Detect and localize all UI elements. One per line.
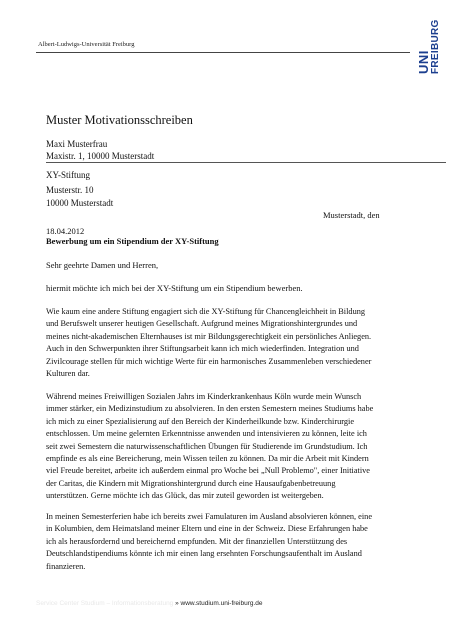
paragraph-line: meines nicht-akademischen Elternhauses ist mir Bildungsgerechtigkeit ein persönliches Anliegen. xyxy=(46,331,372,341)
sender-name: Maxi Musterfrau xyxy=(46,139,108,149)
body-paragraph-2 xyxy=(46,391,436,503)
body-paragraph-3 xyxy=(46,511,436,573)
paragraph-line: seit zwei Semestern die naturwissenschaftlichen Übungen für Studierende im Grundstudium. Ich xyxy=(46,441,368,451)
document-title: Muster Motivationsschreiben xyxy=(46,113,193,127)
header-divider xyxy=(36,52,410,53)
paragraph-line: Während meines Freiwilligen Sozialen Jahrs im Kinderkrankenhaus Köln wurde mein Wunsch xyxy=(46,392,362,401)
sender-address: Maxistr. 1, 10000 Musterstadt xyxy=(46,151,155,161)
letter-date: 18.04.2012 xyxy=(46,226,85,236)
paragraph-line: der Caritas, die Kindern mit Migrationshintergrund durch eine Hausaufgabenbetreuung xyxy=(46,478,336,488)
footer-service-center: Service Center Studium – Informationsberatung xyxy=(36,600,174,607)
intro-sentence: hiermit möchte ich mich bei der XY-Stiftung um ein Stipendium bewerben. xyxy=(46,283,303,293)
sender-divider xyxy=(46,162,446,163)
paragraph-line: in Kolumbien, dem Heimatsland meiner Eltern und eine in der Schweiz. Diese Erfahrungen habe xyxy=(46,524,368,534)
place-line: Musterstadt, den xyxy=(323,210,380,220)
logo-uni-text: UNI xyxy=(416,50,431,74)
paragraph-line: finanzieren. xyxy=(46,561,86,571)
paragraph-line: ich als herausfordernd und bereichernd empfunden. Mit der finanziellen Unterstützung des xyxy=(46,536,348,546)
footer xyxy=(36,600,263,607)
paragraph-line: Wie kaum eine andere Stiftung engagiert sich die XY-Stiftung für Chancengleichheit in Bildung xyxy=(46,307,366,316)
university-name: Albert-Ludwigs-Universität Freiburg xyxy=(38,41,135,48)
paragraph-line: empfinde es als eine Bereicherung, mein Wissen teilen zu können. Da mir die Arbeit mit Kindern xyxy=(46,454,369,464)
paragraph-line: ich mich zu einer Spezialisierung auf den Bereich der Kinderheilkunde bzw. Kinderchirurgie xyxy=(46,416,355,426)
paragraph-line: immer stärker, ein Medizinstudium zu absolvieren. In den ersten Semestern meines Studiums habe xyxy=(46,404,374,414)
recipient-line: XY-Stiftung xyxy=(46,170,91,180)
recipient-line: 10000 Musterstadt xyxy=(46,198,114,208)
recipient-line: Musterstr. 10 xyxy=(46,185,94,195)
paragraph-line: unterstützen. Gerne möchte ich das Glück, das mir zuteil geworden ist weitergeben. xyxy=(46,491,324,501)
paragraph-line: Deutschlandstipendiums könnte ich mir einen lang ersehnten Forschungsaufenthalt im Ausland xyxy=(46,549,362,559)
paragraph-line: In meinen Semesterferien habe ich bereits zwei Famulaturen im Ausland absolvieren können, eine xyxy=(46,512,373,521)
paragraph-line: entschlossen. Um meine gelernten Erkenntnisse anwenden und intensivieren zu können, leite ich xyxy=(46,429,367,439)
paragraph-line: viel Freude bereitet, arbeite ich außerdem einmal pro Woche bei „Null Problemo", einer Initiative xyxy=(46,466,370,476)
paragraph-line: Kulturen dar. xyxy=(46,369,90,379)
paragraph-line: Auch in den Schwerpunkten ihrer Stiftungsarbeit kann ich mich wiederfinden. Integration und xyxy=(46,344,359,354)
paragraph-line: Zivilcourage stellen für mich wichtige Werte für ein harmonisches Zusammenleben verschiedener xyxy=(46,356,372,366)
greeting: Sehr geehrte Damen und Herren, xyxy=(46,260,159,270)
paragraph-line: und Berufswelt unserer heutigen Gesellschaft. Aufgrund meines Migrationshintergrundes und xyxy=(46,319,358,329)
body-paragraph-1 xyxy=(46,306,436,380)
footer-website-link[interactable]: » www.studium.uni-freiburg.de xyxy=(175,600,263,607)
logo-freiburg-text: FREIBURG xyxy=(430,19,441,74)
subject-line: Bewerbung um ein Stipendium der XY-Stiftung xyxy=(46,236,219,246)
uni-freiburg-logo xyxy=(414,18,442,74)
